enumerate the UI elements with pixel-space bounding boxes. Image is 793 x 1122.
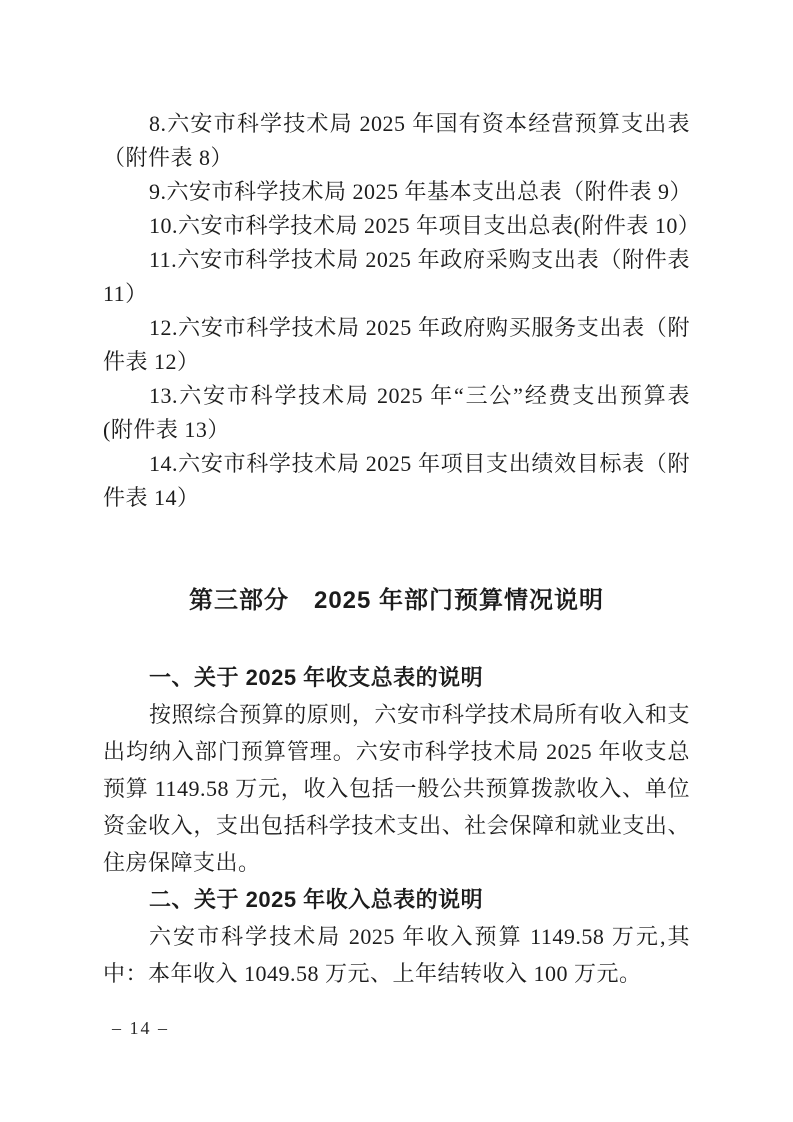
part-heading: 第三部分 2025 年部门预算情况说明 [188,587,605,614]
page-content [103,0,701,992]
attachment-list-item-14: 14.六安市科学技术局 2025 年项目支出绩效目标表（附件表 14） [103,451,690,510]
section-paragraph-income-expenditure: 按照综合预算的原则，六安市科学技术局所有收入和支出均纳入部门预算管理。六安市科学技术局 2025 年收支总预算 1149.58 万元，收入包括一般公共预算拨款收入、单位资金收入，支出包括科学技术支出、社会保障和就业支出、住房保障支出。 [103,702,690,875]
attachment-list-item-8: 8.六安市科学技术局 2025 年国有资本经营预算支出表（附件表 8） [103,111,690,170]
section-paragraph-income: 六安市科学技术局 2025 年收入预算 1149.58 万元,其中：本年收入 1049.58 万元、上年结转收入 100 万元。 [103,924,690,986]
attachment-list-item-12: 12.六安市科学技术局 2025 年政府购买服务支出表（附件表 12） [103,315,690,374]
page-number: – 14 – [112,1018,169,1038]
attachment-list-item-9: 9.六安市科学技术局 2025 年基本支出总表（附件表 9） [149,179,693,204]
attachment-list-item-10: 10.六安市科学技术局 2025 年项目支出总表(附件表 10） [149,213,701,238]
attachment-list-item-11: 11.六安市科学技术局 2025 年政府采购支出表（附件表 11） [103,247,690,306]
attachment-list [103,0,701,515]
section-heading-income-expenditure: 一、关于 2025 年收支总表的说明 [149,665,484,690]
attachment-list-item-13: 13.六安市科学技术局 2025 年“三公”经费支出预算表(附件表 13） [103,383,690,442]
section-heading-income: 二、关于 2025 年收入总表的说明 [149,887,484,912]
